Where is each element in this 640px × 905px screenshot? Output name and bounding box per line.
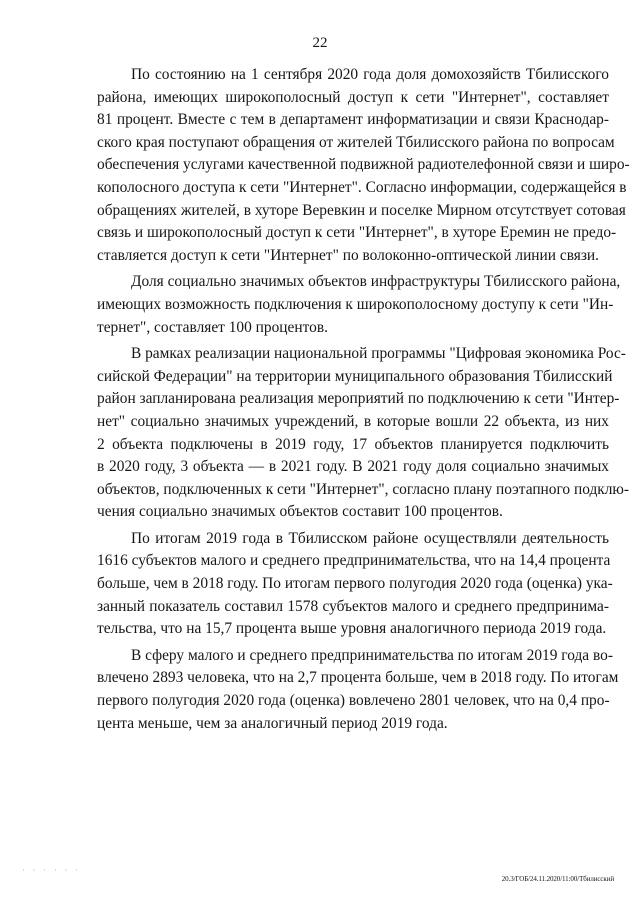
- text-line: нет" социально значимых учреждений, в которые вошли 22 объекта, из них: [97, 412, 609, 430]
- text-line: цента меньше, чем за аналогичный период 2019 года.: [97, 714, 448, 732]
- text-line: имеющих возможность подключения к широкополосному доступу к сети "Ин-: [97, 295, 614, 313]
- text-line: В сферу малого и среднего предпринимательства по итогам 2019 года во-: [131, 646, 613, 664]
- text-line: 81 процент. Вместе с тем в департамент информатизации и связи Краснодар-: [97, 111, 609, 129]
- text-line: в 2020 году, 3 объекта — в 2021 году. В 2021 году доля социально значимых: [97, 458, 609, 476]
- paragraph: [97, 271, 621, 339]
- document-body: [97, 64, 630, 735]
- text-line: 1616 субъектов малого и среднего предпринимательства, что на 14,4 процента: [97, 552, 611, 570]
- paragraph: [97, 343, 630, 524]
- text-line: влечено 2893 человека, что на 2,7 процента больше, чем в 2018 году. По итогам: [97, 669, 619, 687]
- text-line: обращениях жителей, в хуторе Веревкин и поселке Мирном отсутствует сотовая: [97, 201, 626, 219]
- text-line: ставляется доступ к сети "Интернет" по волоконно-оптической линии связи.: [97, 246, 599, 264]
- text-line: 2 объекта подключены в 2019 году, 17 объектов планируется подключить: [97, 435, 609, 453]
- text-line: обеспечения услугами качественной подвижной радиотелефонной связи и широ-: [97, 156, 630, 174]
- text-line: объектов, подключенных к сети "Интернет", согласно плану поэтапного подклю-: [97, 480, 630, 498]
- text-line: района, имеющих широкополосный доступ к сети "Интернет", составляет: [97, 88, 609, 106]
- text-line: тернет", составляет 100 процентов.: [97, 318, 328, 336]
- page-number: 22: [312, 35, 328, 51]
- paragraph: [97, 528, 613, 641]
- text-line: В рамках реализации национальной программы "Цифровая экономика Рос-: [131, 345, 626, 363]
- text-line: По итогам 2019 года в Тбилисском районе осуществляли деятельность: [131, 529, 609, 547]
- text-line: больше, чем в 2018 году. По итогам первого полугодия 2020 года (оценка) ука-: [97, 575, 613, 593]
- document-footer-code: 20.3/ГОБ/24.11.2020/11:00/Тбилисский: [501, 875, 614, 883]
- text-line: сийской Федерации" на территории муниципального образования Тбилисский: [97, 367, 613, 385]
- paragraph: [97, 64, 630, 267]
- text-line: чения социально значимых объектов составит 100 процентов.: [97, 503, 503, 521]
- text-line: Доля социально значимых объектов инфраструктуры Тбилисского района,: [131, 273, 621, 291]
- text-line: тельства, что на 15,7 процента выше уровня аналогичного периода 2019 года.: [97, 620, 607, 638]
- text-line: район запланирована реализация мероприятий по подключению к сети "Интер-: [97, 390, 620, 408]
- text-line: кополосного доступа к сети "Интернет". Согласно информации, содержащейся в: [97, 178, 627, 196]
- text-line: занный показатель составил 1578 субъектов малого и среднего предпринима-: [97, 597, 609, 615]
- paragraph: [97, 645, 619, 735]
- text-line: По состоянию на 1 сентября 2020 года доля домохозяйств Тбилисского: [131, 66, 609, 83]
- text-line: ского края поступают обращения от жителей Тбилисского района по вопросам: [97, 133, 615, 151]
- scan-artifact: · · · · · ·: [22, 866, 81, 875]
- text-line: связь и широкополосный доступ к сети "Интернет", в хуторе Еремин не предо-: [97, 224, 617, 242]
- text-line: первого полугодия 2020 года (оценка) вовлечено 2801 человек, что на 0,4 про-: [97, 692, 610, 710]
